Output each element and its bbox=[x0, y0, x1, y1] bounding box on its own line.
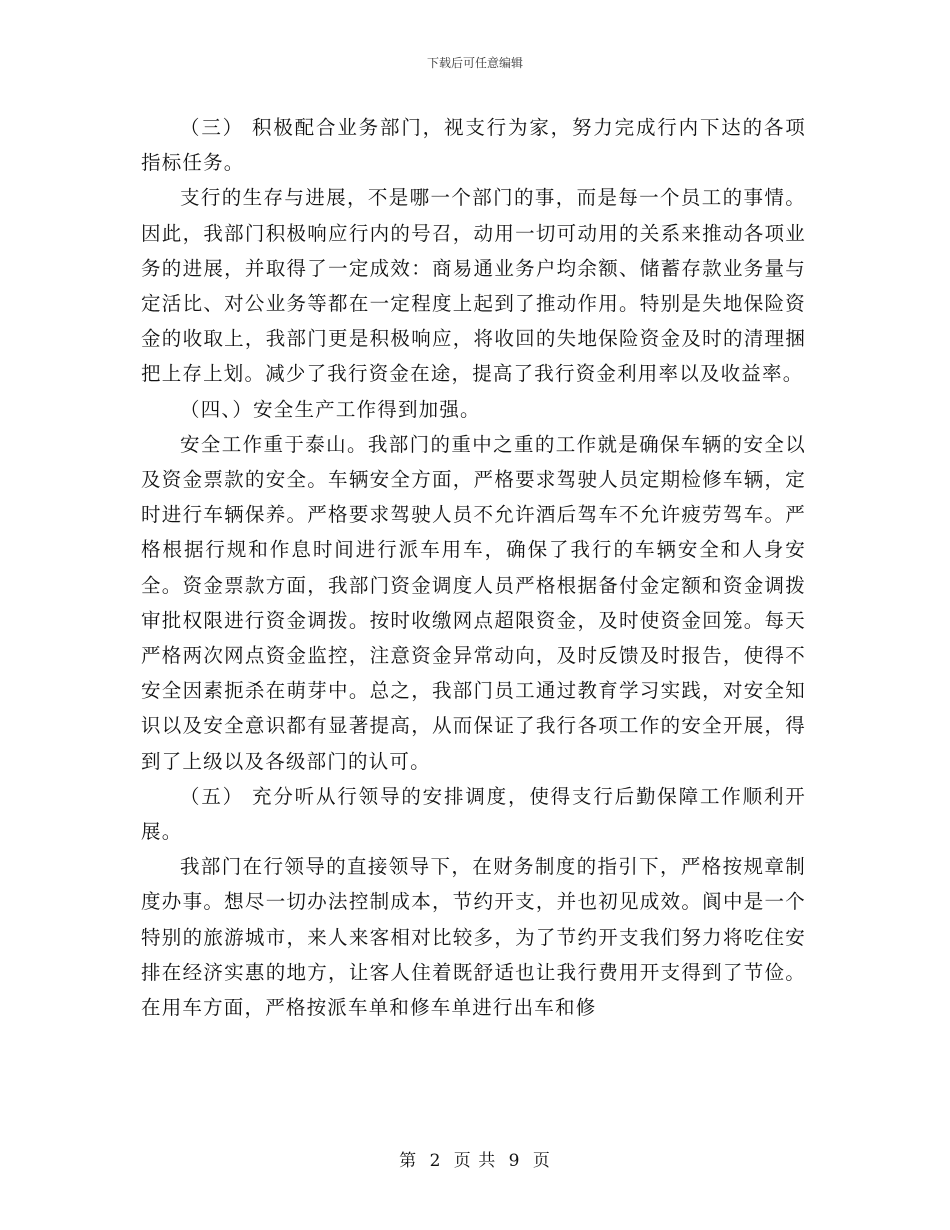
document-body bbox=[141, 110, 806, 1025]
page-header-note: 下载后可任意编辑 bbox=[426, 56, 523, 70]
paragraph-section-5-heading: （五） 充分听从行领导的安排调度，使得支行后勤保障工作顺利开展。 bbox=[141, 784, 806, 844]
footer-middle: 页 共 bbox=[453, 1151, 497, 1171]
paragraph-section-4-heading: （四、）安全生产工作得到加强。 bbox=[180, 397, 481, 421]
paragraph-section-3-heading: （三） 积极配合业务部门，视支行为家，努力完成行内下达的各项指标任务。 bbox=[141, 116, 806, 175]
footer-total-pages: 9 bbox=[508, 1151, 521, 1171]
page-number-footer bbox=[0, 1146, 950, 1171]
footer-current-page: 2 bbox=[429, 1151, 442, 1171]
footer-prefix: 第 bbox=[399, 1151, 418, 1171]
footer-suffix: 页 bbox=[532, 1151, 551, 1171]
paragraph-section-4-body: 安全工作重于泰山。我部门的重中之重的工作就是确保车辆的安全以及资金票款的安全。车辆安全方面，严格要求驾驶人员定期检修车辆，定时进行车辆保养。严格要求驾驶人员不允许酒后驾车不允许疲劳驾车。严格根据行规和作息时间进行派车用车，确保了我行的车辆安全和人身安全。资金票款方面，我部门资金调度人员严格根据备付金定额和资金调拨审批权限进行资金调拨。按时收缴网点超限资金，及时使资金回笼。每天严格两次网点资金监控，注意资金异常动向，及时反馈及时报告，使得不安全因素扼杀在萌芽中。总之，我部门员工通过教育学习实践，对安全知识以及安全意识都有显著提高，从而保证了我行各项工作的安全开展，得到了上级以及各级部门的认可。 bbox=[141, 432, 806, 773]
paragraph-section-3-body: 支行的生存与进展，不是哪一个部门的事，而是每一个员工的事情。因此，我部门积极响应行内的号召，动用一切可动用的关系来推动各项业务的进展，并取得了一定成效：商易通业务户均余额、储蓄存款业务量与定活比、对公业务等都在一定程度上起到了推动作用。特别是失地保险资金的收取上，我部门更是积极响应，将收回的失地保险资金及时的清理捆把上存上划。减少了我行资金在途，提高了我行资金利用率以及收益率。 bbox=[141, 186, 806, 386]
paragraph-section-5-body: 我部门在行领导的直接领导下，在财务制度的指引下，严格按规章制度办事。想尽一切办法控制成本，节约开支，并也初见成效。阆中是一个特别的旅游城市，来人来客相对比较多，为了节约开支我们努力将吃住安排在经济实惠的地方，让客人住着既舒适也让我行费用开支得到了节俭。在用车方面，严格按派车单和修车单进行出车和修 bbox=[141, 855, 806, 1020]
